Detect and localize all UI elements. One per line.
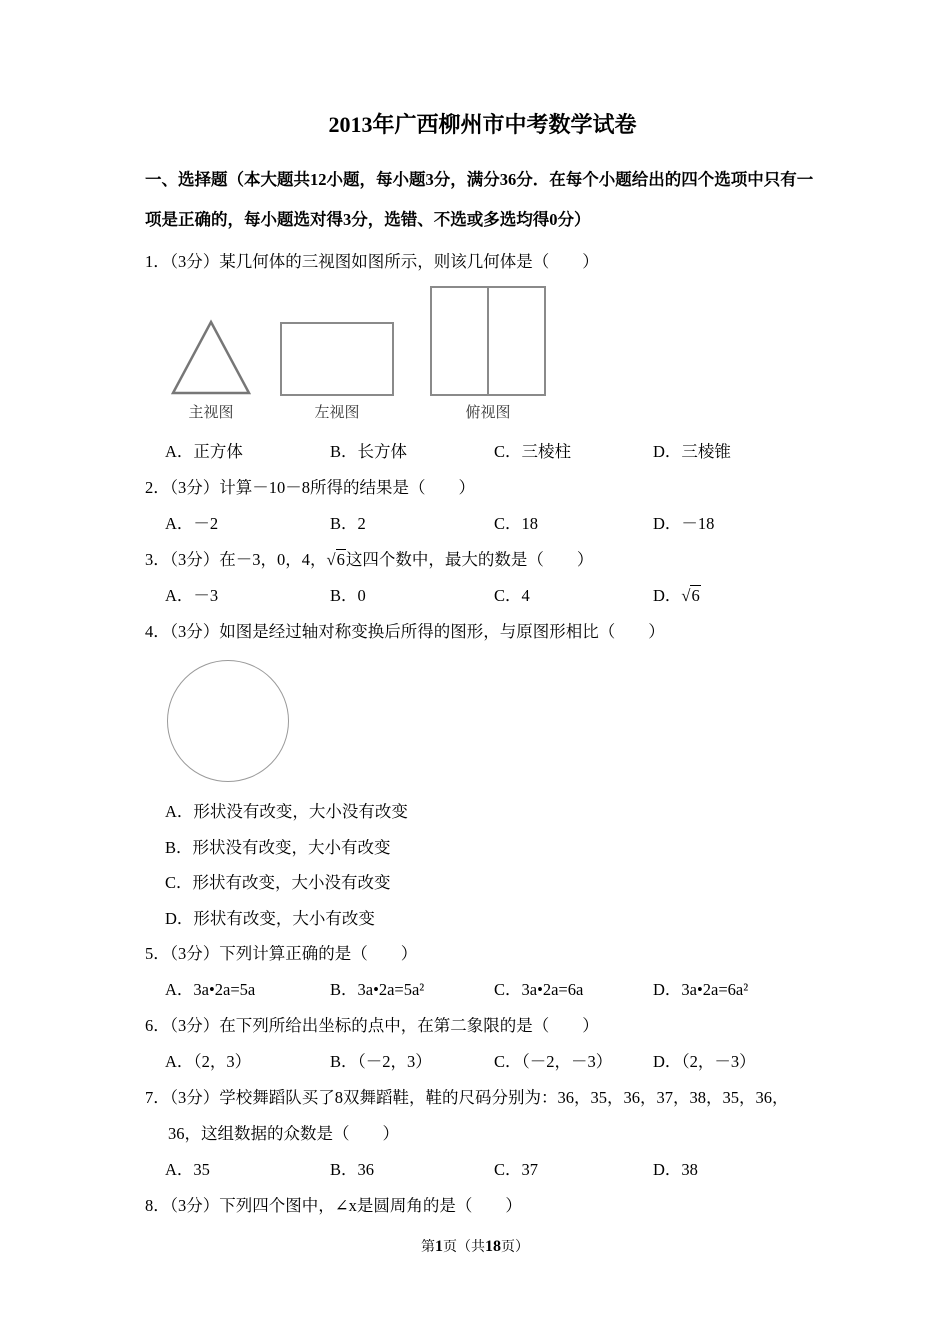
q4-option-d: D．形状有改变，大小有改变 [165, 908, 375, 928]
q7-option-b: B．36 [330, 1160, 375, 1179]
q3-text-after: 这四个数中，最大的数是（ ） [345, 550, 594, 569]
question-3-text [145, 542, 820, 578]
q1-option-d: D．三棱锥 [653, 442, 731, 461]
circle-figure [167, 660, 289, 782]
q4-option-b: B．形状没有改变，大小有改变 [165, 837, 391, 857]
radical-sign: √ [326, 550, 336, 569]
q1-option-c: C．三棱柱 [494, 442, 572, 461]
question-2-options [145, 506, 820, 542]
q2-option-d: D．－18 [653, 514, 715, 533]
q3-option-d [653, 578, 820, 614]
q3-option-b: B．0 [330, 586, 366, 605]
q3-option-a: A．－3 [165, 586, 219, 605]
q3-text-before: 3．（3分）在－3，0，4， [145, 550, 327, 569]
section-heading: 一、选择题（本大题共12小题，每小题3分，满分36分．在每个小题给出的四个选项中只有一项是正确的，每小题选对得3分，选错、不选或多选均得0分） [145, 170, 814, 229]
q3-option-c: C．4 [494, 586, 530, 605]
q7-option-c: C．37 [494, 1160, 539, 1179]
question-5-options [145, 972, 820, 1008]
question-2-text: 2．（3分）计算－10－8所得的结果是（ ） [145, 478, 475, 497]
question-7 [145, 1080, 820, 1188]
question-1-options [145, 434, 820, 470]
question-7-options [145, 1152, 820, 1188]
question-4 [145, 614, 820, 936]
q4-option-a: A．形状没有改变，大小没有改变 [165, 802, 408, 821]
question-6-options [145, 1044, 820, 1080]
footer-mid: 页（共 [443, 1240, 485, 1255]
page-footer [130, 1236, 820, 1344]
question-3 [145, 542, 820, 614]
q5-option-c: C．3a•2a=6a [494, 980, 584, 999]
top-view-middle-line [487, 288, 489, 394]
q2-option-b: B．2 [330, 514, 366, 533]
front-view-label: 主视图 [188, 404, 234, 421]
radical-sign: √ [681, 586, 691, 605]
radicand: 6 [691, 586, 700, 605]
top-view-column [430, 286, 546, 422]
question-6-text: 6．（3分）在下列所给出坐标的点中，在第二象限的是（ ） [145, 1016, 599, 1035]
q5-option-a: A．3a•2a=5a [165, 980, 256, 999]
q7-option-d: D．38 [653, 1160, 698, 1179]
question-3-options [145, 578, 820, 614]
question-4-text: 4．（3分）如图是经过轴对称变换后所得的图形，与原图形相比（ ） [145, 622, 665, 641]
question-8-text: 8．（3分）下列四个图中，∠x是圆周角的是（ ） [145, 1196, 522, 1215]
q3-option-d-label: D． [653, 586, 682, 605]
question-6 [145, 1008, 820, 1080]
question-1 [145, 244, 820, 470]
side-view-label: 左视图 [314, 404, 360, 421]
three-views-figure [145, 286, 820, 422]
q7-option-a: A．35 [165, 1160, 210, 1179]
q6-option-d: D．（2，－3） [653, 1052, 756, 1071]
question-8 [145, 1188, 820, 1224]
question-5 [145, 936, 820, 1008]
side-view-column [280, 322, 394, 422]
q6-option-c: C．（－2，－3） [494, 1052, 613, 1071]
q5-option-d: D．3a•2a=6a² [653, 980, 749, 999]
question-5-text: 5．（3分）下列计算正确的是（ ） [145, 944, 418, 963]
triangle-front-view [170, 319, 252, 396]
top-view-label: 俯视图 [465, 404, 511, 421]
rectangle-side-view [280, 322, 394, 396]
sqrt-expression [681, 585, 700, 605]
q1-option-a: A．正方体 [165, 442, 243, 461]
q2-option-a: A．－2 [165, 514, 219, 533]
current-page-number: 1 [435, 1238, 443, 1255]
sqrt-expression [327, 549, 346, 569]
footer-pre: 第 [421, 1240, 435, 1255]
page-title: 2013年广西柳州市中考数学试卷 [328, 112, 637, 137]
question-1-text: 1．（3分）某几何体的三视图如图所示，则该几何体是（ ） [145, 252, 599, 271]
q4-option-c: C．形状有改变，大小没有改变 [165, 873, 391, 892]
radicand: 6 [336, 550, 345, 569]
rectangle-top-view [430, 286, 546, 396]
question-2 [145, 470, 820, 542]
total-page-count: 18 [485, 1238, 501, 1255]
q6-option-a: A．（2，3） [165, 1052, 252, 1071]
q5-option-b: B．3a•2a=5a² [330, 980, 425, 999]
question-7-text: 7．（3分）学校舞蹈队买了8双舞蹈鞋，鞋的尺码分别为：36，35，36，37，38，35，36，36，这组数据的众数是（ ） [145, 1088, 789, 1143]
q6-option-b: B．（－2，3） [330, 1052, 432, 1071]
front-view-column [170, 319, 252, 422]
q1-option-b: B．长方体 [330, 442, 408, 461]
footer-post: 页） [501, 1240, 529, 1255]
question-4-options [145, 794, 820, 936]
q2-option-c: C．18 [494, 514, 539, 533]
